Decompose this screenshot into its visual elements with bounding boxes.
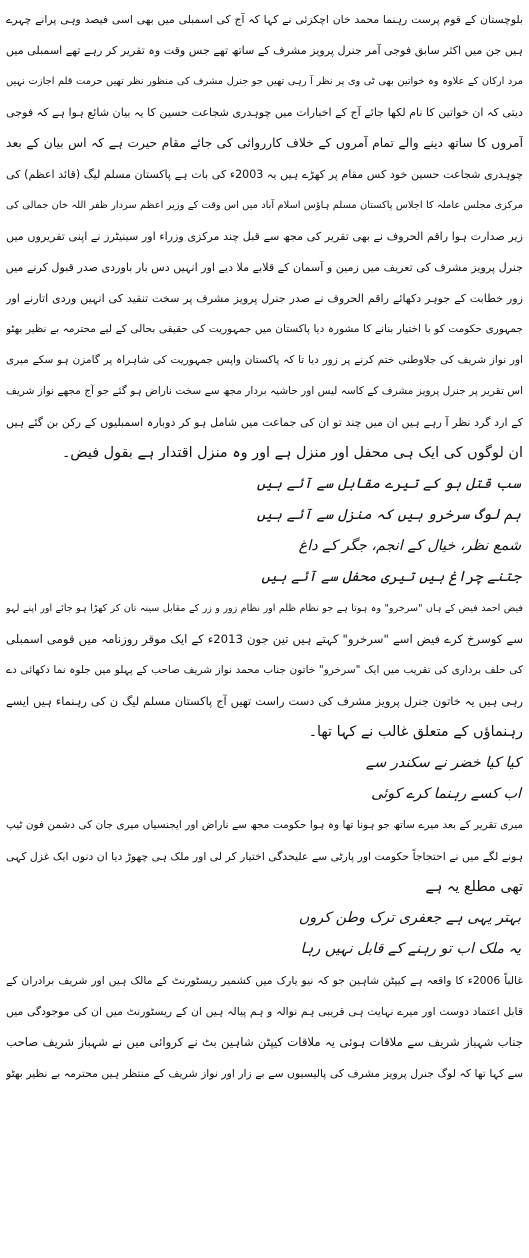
article-line: آمروں کا ساتھ دینے والے تمام آمروں کے خلاف کارروائی کی جائے مقام حیرت ہے کہ اس بیان کے بعد xyxy=(6,136,523,150)
urdu-article xyxy=(6,4,523,1254)
article-line: جنرل پرویز مشرف کی تعریف میں زمین و آسمان کے قلابے ملا دیے اور انہیں دس بار باوردی صدر قبول کرنے میں xyxy=(6,261,523,274)
article-line: قابل اعتماد دوست اور میرے نہایت ہی قریبی ہم نوالہ و ہم پیالہ ہیں ان کے ریسٹورنٹ میں ان کی موجودگی میں xyxy=(6,1005,523,1018)
article-line: چوہدری شجاعت حسین خود کس مقام پر کھڑے ہیں یہ 2003ء کی بات ہے پاکستان مسلم لیگ (قائد اعظم) کی xyxy=(6,168,523,181)
poem-verse: یہ ملک اب تو رہنے کے قابل نہیں رہا xyxy=(300,941,521,957)
article-line: میری تقریر کے بعد میرے ساتھ جو ہونا تھا وہ ہوا حکومت مجھ سے ناراض اور ایجنسیاں میری جان کی دشمن فون ٹیپ xyxy=(6,819,523,831)
poem-verse: اب کسے رہنما کرے کوئی xyxy=(371,786,521,802)
poem-verse: شمع نظر، خیال کے انجم، جگر کے داغ xyxy=(298,538,521,554)
article-line: بلوچستان کے قوم پرست رہنما محمد خان اچکزئی نے کہا کہ آج کی اسمبلی میں بھی اسی فیصد وہی پرانے چہرے xyxy=(6,13,523,26)
article-line: مرکزی مجلس عاملہ کا اجلاس پاکستان مسلم ہاؤس اسلام آباد میں اس وقت کے وزیر اعظم سردار ظفر اللہ خان جمالی کی xyxy=(6,200,523,211)
poem-verse: جتنے چراغ ہیں تیری محفل سے آئے ہیں xyxy=(261,569,521,585)
poem-verse: کیا کیا خضر نے سکندر سے xyxy=(365,755,521,771)
article-line: ہونے لگے میں نے احتجاجاً حکومت اور پارٹی سے علیحدگی اختیار کر لی اور ملک ہی چھوڑ دیا ان دنوں ایک غزل کہی xyxy=(6,850,523,863)
article-line: مرد ارکان کے علاوہ وہ خواتین بھی ٹی وی پر نظر آ رہی تھیں جو جنرل مشرف کی منظور نظر تھیں حرمت قلم اجازت نہیں xyxy=(6,76,523,87)
article-line: کی حلف برداری کی تقریب میں ایک "سرخرو" خاتون جناب محمد نواز شریف صاحب کے پہلو میں جلوہ نما دکھائی دے xyxy=(6,664,523,676)
poem-verse: ہم لوگ سرخرو ہیں کہ منزل سے آئے ہیں xyxy=(256,507,521,523)
article-line: سے کوسرخ کرے فیض اسے "سرخرو" کہتے ہیں تین جون 2013ء کے ایک موقر روزنامہ میں قومی اسمبلی xyxy=(6,632,523,646)
article-line: اور نواز شریف کی جلاوطنی ختم کرنے پر زور دیا تا کہ پاکستان واپس جمہوریت کی شاہراہ پر گامزن ہو سکے میری xyxy=(6,354,523,366)
article-line: تھی مطلع یہ ہے xyxy=(425,879,523,895)
article-line: رہی ہیں یہ خاتون جنرل پرویز مشرف کی دست راست تھیں آج پاکستان مسلم لیگ ن کی رہنماء ہیں ایسے xyxy=(6,694,523,708)
article-line: جناب شہباز شریف سے ملاقات ہوئی یہ ملاقات کیپٹن شاہین بٹ نے کروائی میں نے شہباز شریف صاحب xyxy=(6,1035,523,1049)
article-line: رہنماؤں کے متعلق غالب نے کہا تھا۔ xyxy=(308,724,523,740)
article-line: اس تقریر پر جنرل پرویز مشرف کے کاسہ لیس اور حاشیہ بردار مجھ سے سخت ناراض ہو گئے جو آج مجھے نواز شریف xyxy=(6,385,523,397)
article-line: کے ارد گرد نظر آ رہے ہیں ان میں چند تو ان کی جماعت میں شامل ہو کر دوبارہ اسمبلیوں کے رکن بن گئے ہیں xyxy=(6,416,523,429)
article-line: دیتی کہ ان خواتین کا نام لکھا جائے آج کے اخبارات میں چوہدری شجاعت حسین کا یہ بیان شائع ہوا ہے کہ فوجی xyxy=(6,106,523,119)
article-line: ان لوگوں کی ایک ہی محفل اور منزل ہے اور وہ منزل اقتدار ہے بقول فیض۔ xyxy=(61,445,523,461)
poem-verse: بہتر یہی ہے جعفری ترک وطن کروں xyxy=(298,910,521,926)
article-line: ہیں جن میں اکثر سابق فوجی آمر جنرل پرویز مشرف کے ساتھ تھے جس وقت وہ تقریر کر رہے تھے اسمبلی میں xyxy=(6,44,523,57)
poem-verse: سب قتل ہو کے تیرے مقابل سے آئے ہیں xyxy=(256,476,521,492)
article-line: جمہوری حکومت کو با اختیار بنانے کا مشورہ دیا پاکستان میں جمہوریت کی حقیقی بحالی کے لیے محترمہ بے نظیر بھٹو xyxy=(6,323,523,335)
article-line: زور خطابت کے جوہر دکھائے راقم الحروف نے صدر جنرل پرویز مشرف پر سخت تنقید کی انہیں وردی اتارنے اور xyxy=(6,292,523,305)
article-line: سے کہا تھا کہ لوگ جنرل پرویز مشرف کی پالیسیوں سے بے زار اور نواز شریف کے منتظر ہیں محترمہ بے نظیر بھٹو xyxy=(6,1067,523,1080)
article-line: غالباً 2006ء کا واقعہ ہے کیپٹن شاہین جو کہ نیو یارک میں کشمیر ریسٹورنٹ کے مالک ہیں اور شریف برادران کے xyxy=(6,974,523,987)
article-line: زیر صدارت ہوا راقم الحروف نے بھی تقریر کی مجھ سے قبل چند مرکزی وزراء اور سینیٹرز نے اپنی تقریروں میں xyxy=(6,230,523,243)
article-line: فیض احمد فیض کے ہاں "سرخرو" وہ ہوتا ہے جو نظام ظلم اور نظام زور و زر کے مقابل سینہ تان کر کھڑا ہو جائے اور اپنے لہو xyxy=(6,603,523,614)
